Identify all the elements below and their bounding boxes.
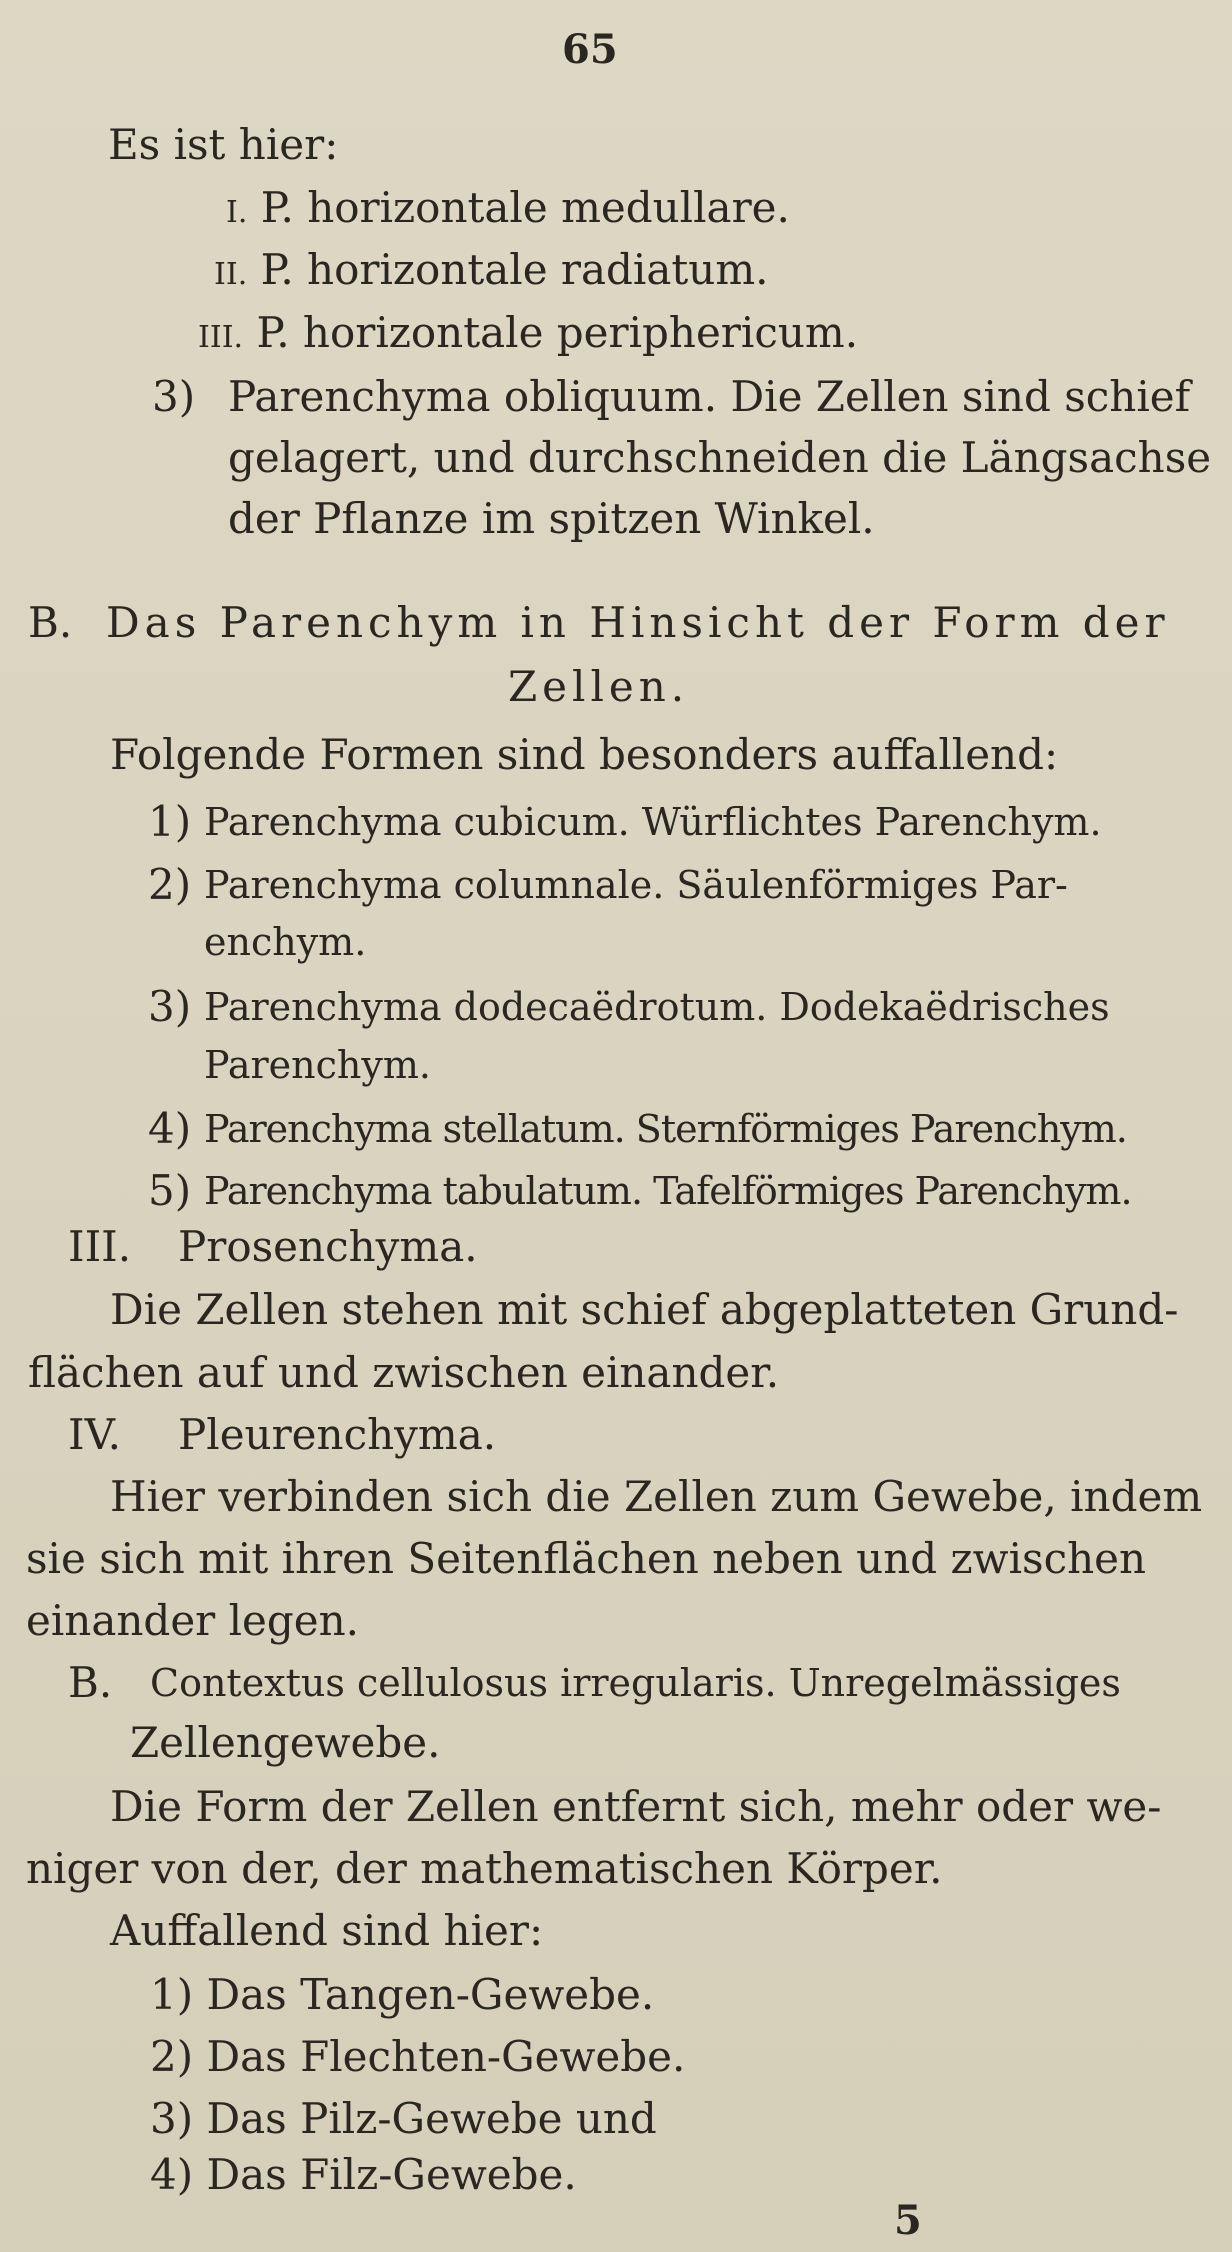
form-line: Parenchyma dodecaëdrotum. Dodekaëdrisches — [204, 985, 1110, 1029]
form-line: Parenchyma columnale. Säulenförmiges Par- — [204, 863, 1068, 907]
list-number: 4) — [150, 2150, 194, 2199]
section-title: Pleurenchyma. — [178, 1410, 497, 1459]
list-item — [214, 245, 769, 300]
list-item — [150, 1970, 654, 2020]
roman-numeral: I. — [226, 195, 248, 230]
paragraph-line: gelagert, und durchschneiden die Längsachse — [228, 433, 1212, 482]
list-item — [226, 183, 790, 238]
list-item-text: Das Flechten-Gewebe. — [206, 2032, 686, 2081]
page-number: 65 — [562, 26, 618, 73]
section-title: Contextus cellulosus irregularis. Unregelmässiges — [150, 1661, 1121, 1705]
intro-text: Es ist hier: — [108, 120, 339, 169]
paragraph-line: niger von der, der mathematischen Körper. — [26, 1844, 943, 1893]
form-line: Parenchym. — [204, 1043, 431, 1087]
section-title-cont: Zellengewebe. — [130, 1718, 441, 1767]
list-item-text: P. horizontale radiatum. — [260, 245, 769, 294]
section-numeral: III. — [68, 1222, 132, 1271]
point-number: 1) — [148, 797, 192, 846]
list-number: 3) — [150, 2094, 194, 2143]
list-item-text: P. horizontale medullare. — [260, 183, 790, 232]
list-item — [150, 2094, 657, 2144]
list-item-text: P. horizontale periphericum. — [256, 308, 859, 357]
point-number: 4) — [148, 1104, 192, 1153]
form-line: Parenchyma stellatum. Sternförmiges Parenchym. — [204, 1107, 1127, 1151]
list-item — [150, 2032, 685, 2082]
section-letter: B. — [28, 598, 73, 647]
paragraph-line: flächen auf und zwischen einander. — [28, 1348, 780, 1397]
point-number: 3) — [148, 982, 192, 1031]
list-item — [150, 2150, 577, 2200]
point-number: 2) — [148, 860, 192, 909]
form-line: Parenchyma tabulatum. Tafelförmiges Parenchym. — [204, 1169, 1132, 1213]
intro-text: Folgende Formen sind besonders auffallend: — [110, 730, 1059, 779]
paragraph-line: Parenchyma obliquum. Die Zellen sind schief — [228, 372, 1191, 421]
list-item-text: Das Tangen-Gewebe. — [206, 1970, 655, 2019]
section-title: Prosenchyma. — [178, 1222, 478, 1271]
section-heading: Das Parenchym in Hinsicht der Form der — [106, 598, 1170, 647]
list-number: 2) — [150, 2032, 194, 2081]
list-item-text: Das Pilz-Gewebe und — [206, 2094, 657, 2143]
signature-mark: 5 — [894, 2197, 922, 2244]
list-item-text: Das Filz-Gewebe. — [206, 2150, 577, 2199]
roman-numeral: III. — [198, 320, 244, 355]
paragraph-line: einander legen. — [26, 1596, 360, 1645]
section-heading-cont: Zellen. — [508, 662, 690, 711]
paragraph-line: Die Zellen stehen mit schief abgeplatteten Grund- — [110, 1285, 1179, 1334]
paragraph-line: Die Form der Zellen entfernt sich, mehr oder we- — [110, 1782, 1162, 1831]
paragraph-line: sie sich mit ihren Seitenflächen neben und zwischen — [26, 1534, 1147, 1583]
list-number: 1) — [150, 1970, 194, 2019]
form-line: Parenchyma cubicum. Würflichtes Parenchym. — [204, 800, 1102, 844]
point-number: 5) — [148, 1166, 192, 1215]
list-item — [198, 308, 858, 363]
section-letter: B. — [68, 1658, 113, 1707]
paragraph-line: der Pflanze im spitzen Winkel. — [228, 494, 875, 543]
roman-numeral: II. — [214, 257, 248, 292]
intro-text: Auffallend sind hier: — [110, 1906, 544, 1955]
point-number: 3) — [152, 372, 196, 421]
section-numeral: IV. — [68, 1410, 121, 1459]
paragraph-line: Hier verbinden sich die Zellen zum Gewebe, indem — [110, 1472, 1203, 1521]
form-line: enchym. — [204, 920, 367, 964]
